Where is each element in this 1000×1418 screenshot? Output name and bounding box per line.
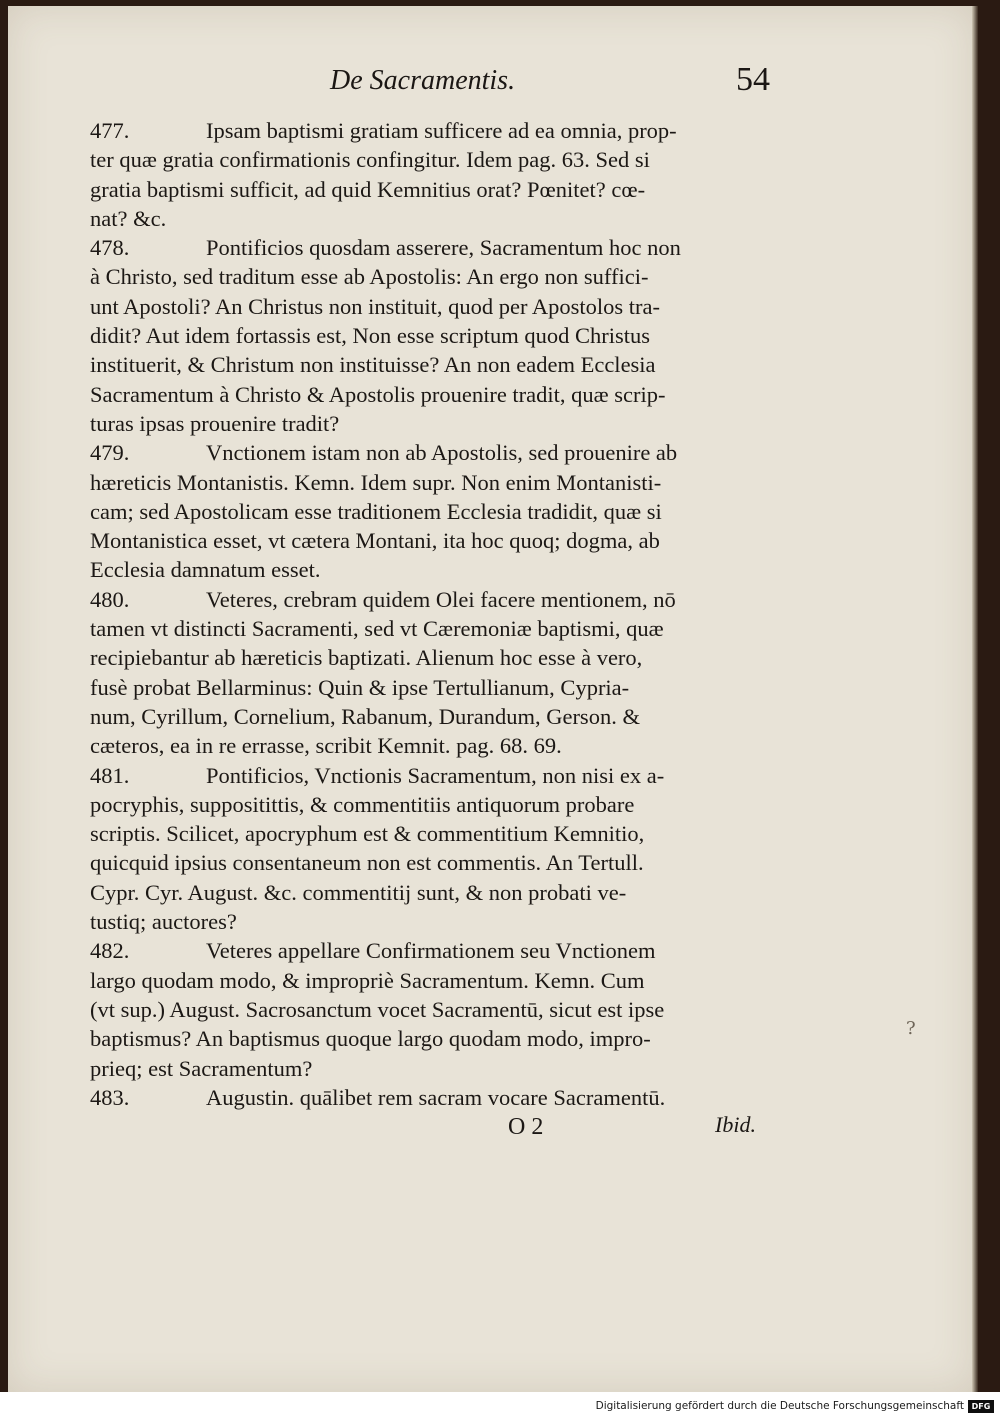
- text-line: Montanistica esset, vt cætera Montani, ita hoc quoq; dogma, ab: [90, 528, 660, 554]
- paragraph-number: 482.: [90, 938, 130, 964]
- text-line: scriptis. Scilicet, apocryphum est & commentitium Kemnitio,: [90, 821, 645, 847]
- signature-mark: O 2: [508, 1114, 544, 1140]
- page-number: 54: [736, 61, 770, 98]
- paragraph-number: 480.: [90, 586, 130, 612]
- paragraph-number: 478.: [90, 235, 130, 261]
- text-line: [90, 936, 768, 965]
- dfg-logo: DFG: [968, 1400, 994, 1413]
- text-line: tamen vt distincti Sacramenti, sed vt Cæremoniæ baptismi, quæ: [90, 616, 664, 642]
- text-line: num, Cyrillum, Cornelium, Rabanum, Durandum, Gerson. &: [90, 703, 640, 729]
- margin-mark: ?: [906, 1018, 916, 1039]
- page-edge: [972, 6, 978, 1392]
- line-text: Ipsam baptismi gratiam sufficere ad ea omnia, prop-: [206, 118, 677, 143]
- text-line: tustiq; auctores?: [90, 909, 237, 935]
- text-line: [90, 116, 768, 145]
- text-line: instituerit, & Christum non instituisse? An non eadem Ecclesia: [90, 352, 656, 378]
- line-text: Pontificios quosdam asserere, Sacramentum hoc non: [206, 235, 681, 261]
- line-text: Veteres appellare Confirmationem seu Vnctionem: [206, 938, 656, 964]
- text-line: ter quæ gratia confirmationis confingitur. Idem pag. 63. Sed si: [90, 147, 650, 173]
- page-footer: [8, 1104, 974, 1144]
- page-header: [8, 61, 974, 101]
- running-title: De Sacramentis.: [330, 65, 516, 96]
- body-text: [90, 116, 768, 1112]
- book-page: [8, 6, 974, 1392]
- paragraph-number: 479.: [90, 440, 130, 466]
- text-line: [90, 761, 768, 790]
- text-line: [90, 233, 768, 262]
- digitization-credit: Digitalisierung gefördert durch die Deutsche Forschungsgemeinschaft: [595, 1400, 964, 1412]
- text-line: hæreticis Montanistis. Kemn. Idem supr. Non enim Montanisti-: [90, 469, 662, 495]
- text-line: unt Apostoli? An Christus non instituit, quod per Apostolos tra-: [90, 293, 661, 319]
- text-line: nat? &c.: [90, 205, 167, 231]
- text-line: gratia baptismi sufficit, ad quid Kemnitius orat? Pœnitet? cœ-: [90, 176, 646, 202]
- text-line: Cypr. Cyr. August. &c. commentitij sunt, & non probati ve-: [90, 879, 627, 905]
- text-line: prieq; est Sacramentum?: [90, 1055, 313, 1081]
- text-line: turas ipsas prouenire tradit?: [90, 410, 340, 436]
- line-text: Veteres, crebram quidem Olei facere mentionem, nō: [206, 586, 676, 612]
- line-text: Pontificios, Vnctionis Sacramentum, non nisi ex a-: [206, 762, 665, 788]
- paragraph-number: 483.: [90, 1084, 130, 1110]
- text-line: (vt sup.) August. Sacrosanctum vocet Sacramentū, sicut est ipse: [90, 996, 665, 1022]
- text-line: largo quodam modo, & impropriè Sacramentum. Kemn. Cum: [90, 967, 645, 993]
- line-text: Augustin. quālibet rem sacram vocare Sacramentū.: [206, 1084, 666, 1110]
- text-line: pocryphis, suppositittis, & commentitiis antiquorum probare: [90, 791, 635, 817]
- text-line: [90, 585, 768, 614]
- text-line: baptismus? An baptismus quoque largo quodam modo, impro-: [90, 1026, 651, 1052]
- catchword: Ibid.: [715, 1112, 756, 1137]
- text-line: Sacramentum à Christo & Apostolis prouenire tradit, quæ scrip-: [90, 381, 666, 407]
- line-text: Vnctionem istam non ab Apostolis, sed prouenire ab: [206, 440, 678, 466]
- text-line: [90, 438, 768, 467]
- text-line: Ecclesia damnatum esset.: [90, 557, 321, 583]
- text-line: cæteros, ea in re errasse, scribit Kemnit. pag. 68. 69.: [90, 733, 562, 759]
- paragraph-number: 477.: [90, 118, 130, 143]
- text-line: fusè probat Bellarminus: Quin & ipse Tertullianum, Cypria-: [90, 674, 630, 700]
- text-line: quicquid ipsius consentaneum non est commentis. An Tertull.: [90, 850, 644, 876]
- paragraph-number: 481.: [90, 762, 130, 788]
- text-line: cam; sed Apostolicam esse traditionem Ecclesia tradidit, quæ si: [90, 498, 662, 524]
- text-line: recipiebantur ab hæreticis baptizati. Alienum hoc esse à vero,: [90, 645, 643, 671]
- text-line: didit? Aut idem fortassis est, Non esse scriptum quod Christus: [90, 323, 650, 349]
- text-line: à Christo, sed traditum esse ab Apostolis: An ergo non suffici-: [90, 264, 649, 290]
